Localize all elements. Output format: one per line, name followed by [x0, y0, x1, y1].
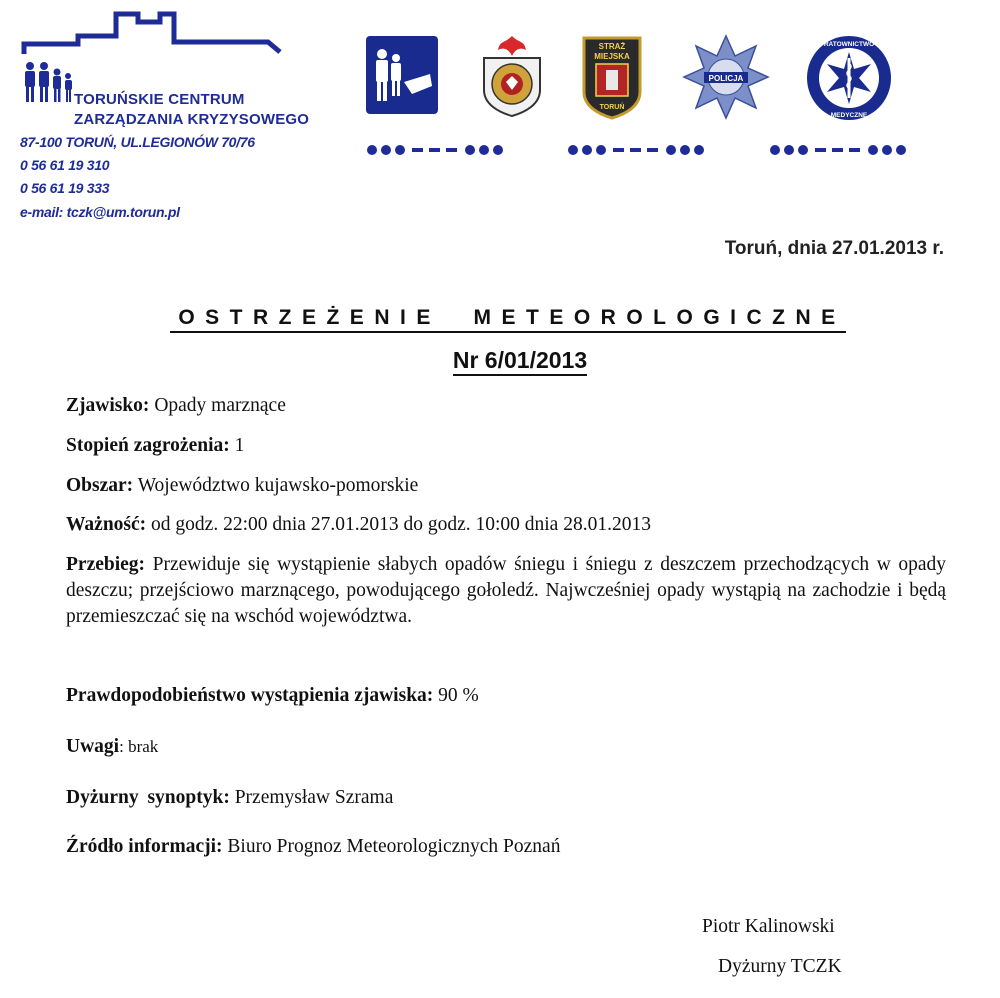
- field-zrodlo: [66, 834, 560, 859]
- field-synoptyk-value: Przemysław Szrama: [234, 787, 394, 808]
- document-date: Toruń, dnia 27.01.2013 r.: [724, 238, 944, 259]
- skyline-outline: [24, 14, 280, 54]
- field-stopien-value: 1: [234, 435, 245, 456]
- field-prawdopodobienstwo-value: 90 %: [438, 685, 479, 706]
- field-waznosc: [66, 512, 651, 537]
- document-title-wrap: [0, 306, 1000, 333]
- police-star-icon: [682, 34, 770, 120]
- signature-name: Piotr Kalinowski: [702, 916, 835, 937]
- field-zjawisko: [66, 393, 286, 418]
- city-guard-icon: [580, 34, 644, 120]
- document-number: Nr 6/01/2013: [453, 347, 587, 376]
- city-guard-text-mid: MIEJSKA: [594, 52, 630, 61]
- field-uwagi-label: Uwagi: [66, 736, 120, 757]
- field-waznosc-label: Ważność:: [66, 514, 147, 535]
- signature-role: Dyżurny TCZK: [718, 956, 842, 977]
- org-name-line2: ZARZĄDZANIA KRYZYSOWEGO: [74, 111, 310, 128]
- document-number-wrap: [0, 347, 1000, 376]
- field-stopien: [66, 433, 244, 458]
- field-obszar-label: Obszar:: [66, 475, 134, 496]
- fire-service-icon: [476, 34, 548, 118]
- field-zjawisko-value: Opady marznące: [154, 395, 286, 416]
- field-zrodlo-value: Biuro Prognoz Meteorologicznych Poznań: [227, 836, 561, 857]
- field-stopien-label: Stopień zagrożenia:: [66, 435, 230, 456]
- field-obszar-value: Województwo kujawsko-pomorskie: [137, 475, 419, 496]
- field-przebieg-label: Przebieg:: [66, 554, 146, 575]
- social-aid-icon: [366, 34, 438, 116]
- field-przebieg: [66, 552, 946, 630]
- org-phone-2: 0 56 61 19 333: [20, 180, 110, 196]
- field-synoptyk-label: Dyżurny synoptyk:: [66, 787, 230, 808]
- field-zrodlo-label: Źródło informacji:: [66, 836, 223, 857]
- field-prawdopodobienstwo-label: Prawdopodobieństwo wystąpienia zjawiska:: [66, 685, 434, 706]
- field-waznosc-value: od godz. 22:00 dnia 27.01.2013 do godz. 10:00 dnia 28.01.2013: [151, 514, 651, 535]
- separator-dots-2: [567, 142, 717, 158]
- org-phone-1: 0 56 61 19 310: [20, 157, 110, 173]
- org-name-line1: TORUŃSKIE CENTRUM: [74, 91, 245, 108]
- medical-text-top: RATOWNICTWO: [823, 41, 875, 48]
- medical-rescue-icon: [805, 34, 893, 122]
- field-prawdopodobienstwo: [66, 683, 479, 708]
- org-address: 87-100 TORUŃ, UL.LEGIONÓW 70/76: [20, 134, 255, 150]
- field-przebieg-value: Przewiduje się wystąpienie słabych opadów śniegu i śniegu z deszczem przechodzących w opady deszczu; przejściowo marznącego, powodującego gołoledź. Najwcześniej opady wystąpią na zachodzie i będą przemieszczać się na wschód województwa.: [66, 554, 947, 627]
- field-uwagi: [66, 734, 158, 759]
- field-obszar: [66, 473, 418, 498]
- separator-dots-3: [769, 142, 919, 158]
- org-email: e-mail: tczk@um.torun.pl: [20, 204, 180, 220]
- medical-text-bottom: MEDYCZNE: [830, 112, 868, 119]
- city-guard-text-bottom: TORUŃ: [599, 104, 625, 111]
- field-synoptyk: [66, 785, 393, 810]
- separator-dots-1: [366, 142, 516, 158]
- document-title: OSTRZEŻENIE METEOROLOGICZNE: [170, 306, 845, 333]
- field-uwagi-value: : brak: [119, 737, 159, 756]
- city-guard-text-top: STRAŻ: [598, 42, 626, 51]
- field-zjawisko-label: Zjawisko:: [66, 395, 150, 416]
- police-text: POLICJA: [708, 74, 744, 83]
- family-icon: [25, 62, 72, 102]
